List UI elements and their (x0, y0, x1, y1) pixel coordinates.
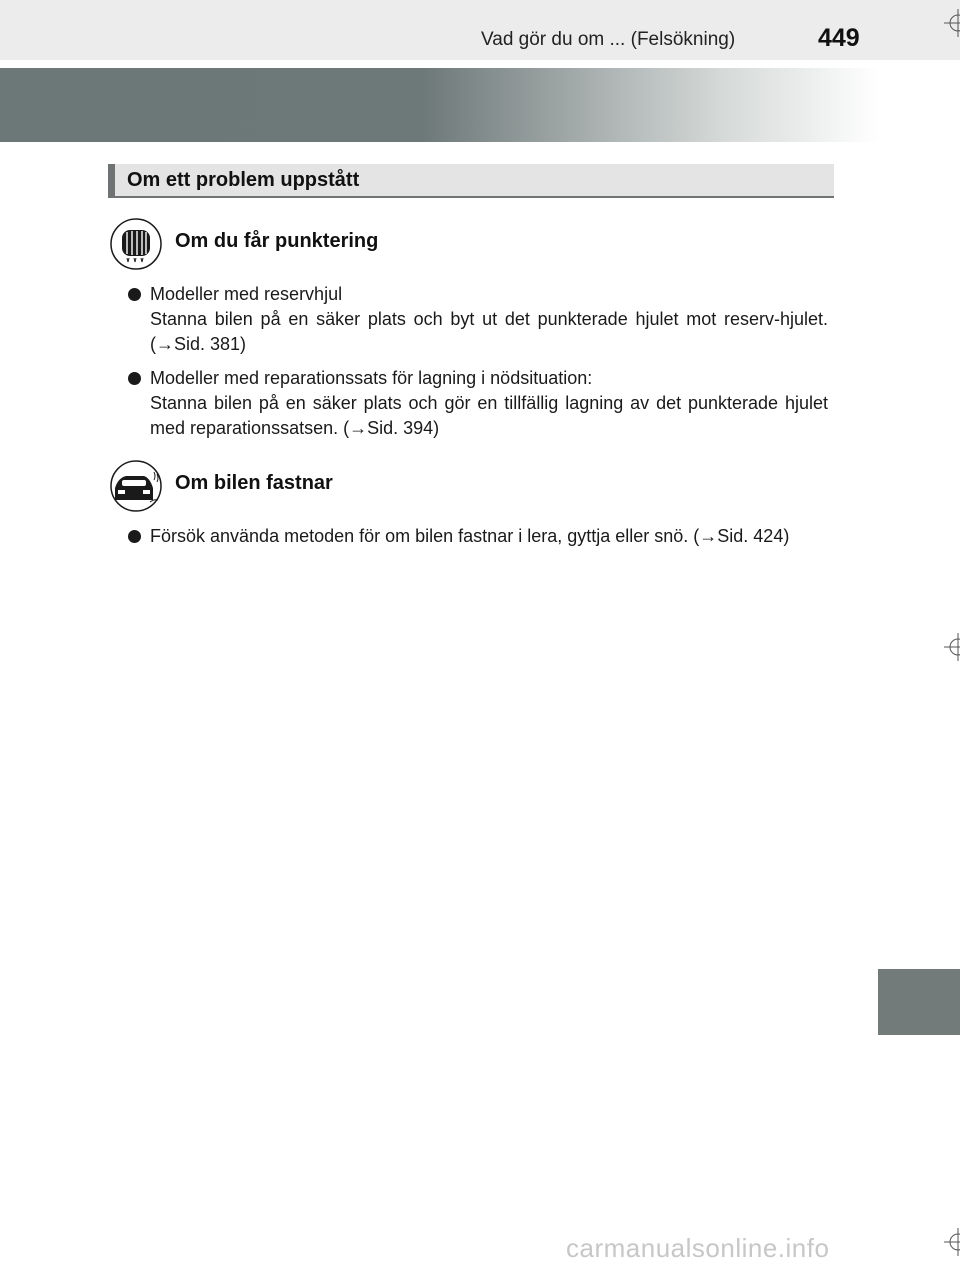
page-reference[interactable]: Sid. 394) (367, 418, 440, 438)
page-header (0, 0, 960, 60)
arrow-icon: → (349, 418, 368, 438)
stuck-car-icon (110, 460, 162, 512)
bullet-text-body: Försök använda metoden för om bilen fastnar i lera, gyttja eller snö. ( (150, 526, 700, 546)
subsection-heading: Om du får punktering (175, 230, 379, 252)
bullet-title: Modeller med reparationssats för lagning i nödsituation: (150, 368, 593, 388)
bullet-title: Modeller med reservhjul (150, 284, 343, 304)
list-item (128, 366, 828, 441)
list-item (128, 282, 828, 357)
watermark: carmanualsonline.info (566, 1233, 830, 1263)
bullet-text (150, 391, 828, 441)
bullet-text (150, 524, 828, 549)
subsection-heading: Om bilen fastnar (175, 472, 333, 494)
bullet-text (150, 307, 828, 357)
bullet-icon (128, 288, 141, 301)
crop-mark-icon (944, 1228, 960, 1256)
crop-mark-icon (944, 9, 960, 37)
bullet-icon (128, 372, 141, 385)
page-reference[interactable]: Sid. 381) (174, 334, 247, 354)
arrow-icon: → (156, 334, 174, 354)
page-number: 449 (818, 24, 860, 52)
page-reference[interactable]: Sid. 424) (717, 526, 790, 546)
section-header (108, 164, 834, 198)
crop-mark-icon (944, 633, 960, 661)
section-title: Om ett problem uppstått (127, 169, 360, 191)
flat-tire-icon (110, 218, 162, 270)
bullet-text-body: Stanna bilen på en säker plats och byt ut det punkterade hjulet mot reserv-hjulet. ( (150, 309, 828, 354)
section-accent-bar (108, 164, 115, 196)
bullet-text-body: Stanna bilen på en säker plats och gör en tillfällig lagning av det punkterade hjulet med reparationssatsen. ( (150, 393, 828, 438)
arrow-icon: → (699, 526, 718, 546)
list-item (128, 524, 828, 549)
chapter-title: Vad gör du om ... (Felsökning) (481, 29, 736, 50)
chapter-tab (878, 969, 960, 1035)
chapter-banner (0, 68, 880, 142)
bullet-icon (128, 530, 141, 543)
